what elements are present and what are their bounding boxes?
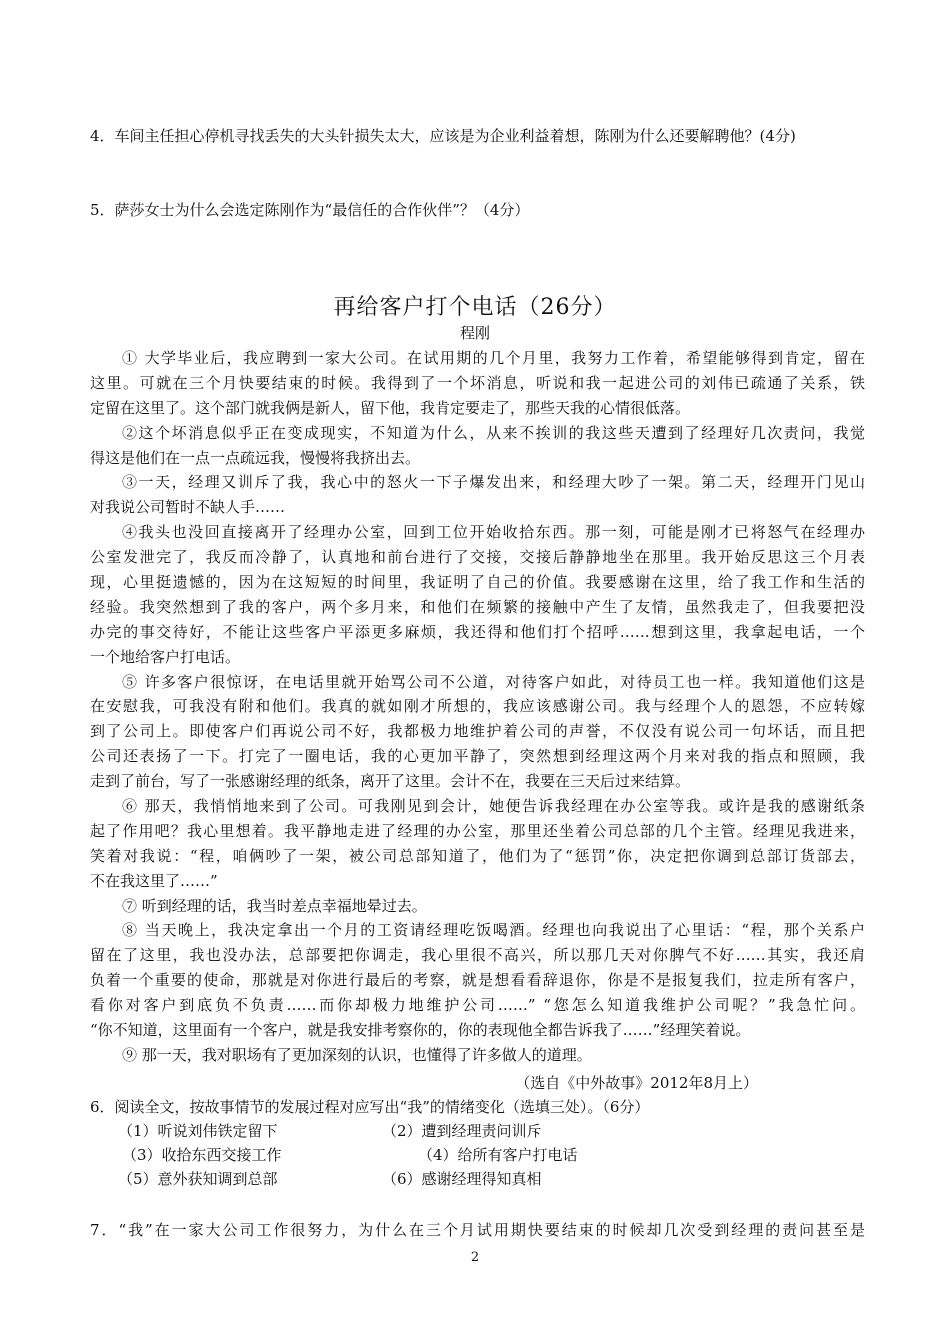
paragraph-line: ⑥ 那天，我悄悄地来到了公司。可我刚见到会计，她便告诉我经理在办公室等我。或许是我的感谢纸条	[122, 797, 865, 815]
paragraph-line: 留在了这里，我也没办法，总部要把你调走，我心里很不高兴，所以那几天对你脾气不好……其实，我还肩	[90, 946, 865, 964]
paragraph-line: 在安慰我，可我没有附和他们。我真的就如刚才所想的，我应该感谢公司。我与经理个人的恩怨，不应转嫁	[90, 697, 865, 715]
paragraph-line: 公司还表扬了一下。打完了一圈电话，我的心更加平静了，突然想到经理这两个月来对我的指点和照顾，我	[90, 747, 865, 765]
page-number: 2	[470, 1250, 480, 1265]
paragraph-line: 负着一个重要的使命，那就是对你进行最后的考察，就是想看看辞退你，你是不是报复我们，拉走所有客户，	[90, 971, 865, 989]
article-author: 程刚	[459, 324, 490, 342]
paragraph-line: 走到了前台，写了一张感谢经理的纸条，离开了这里。会计不在，我要在三天后过来结算。	[90, 772, 691, 790]
q6-option-4: （4）给所有客户打电话	[418, 1146, 578, 1164]
paragraph-line: 看你对客户到底负不负责……而你却极力地维护公司……” “您怎么知道我维护公司呢？”我急忙问。	[90, 996, 865, 1014]
paragraph-line: ① 大学毕业后，我应聘到一家大公司。在试用期的几个月里，我努力工作着，希望能够得到肯定，留在	[122, 349, 865, 367]
paragraph-line: 不在我这里了……”	[90, 872, 218, 890]
question-6-prompt: 6．阅读全文，按故事情节的发展过程对应写出“我”的情绪变化（选填三处）。（6分）	[90, 1098, 650, 1116]
paragraph-line: ④我头也没回直接离开了经理办公室，回到工位开始收拾东西。那一刻，可能是刚才已将怒气在经理办	[122, 523, 865, 541]
paragraph-line: 一个地给客户打电话。	[90, 648, 241, 666]
paragraph-line: 经验。我突然想到了我的客户，两个多月来，和他们在频繁的接触中产生了友情，虽然我走了，但我要把没	[90, 598, 865, 616]
q6-option-3: （3）收拾东西交接工作	[122, 1146, 282, 1164]
paragraph-line: ⑨ 那一天，我对职场有了更加深刻的认识，也懂得了许多做人的道理。	[122, 1046, 592, 1064]
paragraph-line: ⑤ 许多客户很惊讶，在电话里就开始骂公司不公道，对待客户如此，对待员工也一样。我知道他们这是	[122, 673, 865, 691]
paragraph-line: 这里。可就在三个月快要结束的时候。我得到了一个坏消息，听说和我一起进公司的刘伟已疏通了关系，铁	[90, 374, 865, 392]
article-source: （选自《中外故事》2012年8月上）	[515, 1074, 758, 1092]
paragraph-line: 到了公司上。即使客户们再说公司不好，我都极力地维护着公司的声誉，不仅没有说公司一句坏话，而且把	[90, 722, 865, 740]
paragraph-line: 现，心里挺遗憾的，因为在这短短的时间里，我证明了自己的价值。我要感谢在这里，给了我工作和生活的	[90, 573, 865, 591]
question-4: 4．车间主任担心停机寻找丢失的大头针损失太大，应该是为企业利益着想，陈刚为什么还要解聘他？(4分)	[90, 127, 796, 145]
paragraph-line: 笑着对我说：“程，咱俩吵了一架，被公司总部知道了，他们为了“惩罚”你，决定把你调到总部订货部去，	[90, 847, 865, 865]
paragraph-line: ⑦ 听到经理的话，我当时差点幸福地晕过去。	[122, 897, 427, 915]
article-title: 再给客户打个电话（26分）	[333, 295, 617, 320]
paragraph-line: 得这是他们在一点一点疏远我，慢慢将我挤出去。	[90, 449, 421, 467]
paragraph-line: 定留在这里了。这个部门就我俩是新人，留下他，我肯定要走了，那些天我的心情很低落。	[90, 399, 691, 417]
question-5: 5．萨莎女士为什么会选定陈刚作为“最信任的合作伙伴”？（4分）	[90, 201, 530, 219]
paragraph-line: ③一天，经理又训斥了我，我心中的怒火一下子爆发出来，和经理大吵了一架。第二天，经理开门见山	[122, 473, 865, 491]
q6-option-2: （2）遭到经理责问训斥	[382, 1122, 542, 1140]
paragraph-line: 公室发泄完了，我反而冷静了，认真地和前台进行了交接，交接后静静地坐在那里。我开始反思这三个月表	[90, 548, 865, 566]
paragraph-line: 对我说公司暂时不缺人手……	[90, 498, 286, 516]
paragraph-line: 办完的事交待好，不能让这些客户平添更多麻烦，我还得和他们打个招呼……想到这里，我拿起电话，一个	[90, 623, 865, 641]
question-7-prompt: 7．“我”在一家大公司工作很努力，为什么在三个月试用期快要结束的时候却几次受到经理的责问甚至是	[90, 1221, 865, 1239]
paragraph-line: 起了作用吧？我心里想着。我平静地走进了经理的办公室，那里还坐着公司总部的几个主管。经理见我进来，	[90, 822, 865, 840]
paragraph-line: “你不知道，这里面有一个客户，就是我安排考察你的，你的表现他全都告诉我了……”经理笑着说。	[90, 1021, 751, 1039]
paragraph-line: ⑧ 当天晚上，我决定拿出一个月的工资请经理吃饭喝酒。经理也向我说出了心里话：“程，那个关系户	[122, 921, 865, 939]
q6-option-1: （1）听说刘伟铁定留下	[118, 1122, 278, 1140]
paragraph-line: ②这个坏消息似乎正在变成现实，不知道为什么，从来不挨训的我这些天遭到了经理好几次责问，我觉	[122, 424, 865, 442]
q6-option-5: （5）意外获知调到总部	[118, 1170, 278, 1188]
q6-option-6: （6）感谢经理得知真相	[382, 1170, 542, 1188]
